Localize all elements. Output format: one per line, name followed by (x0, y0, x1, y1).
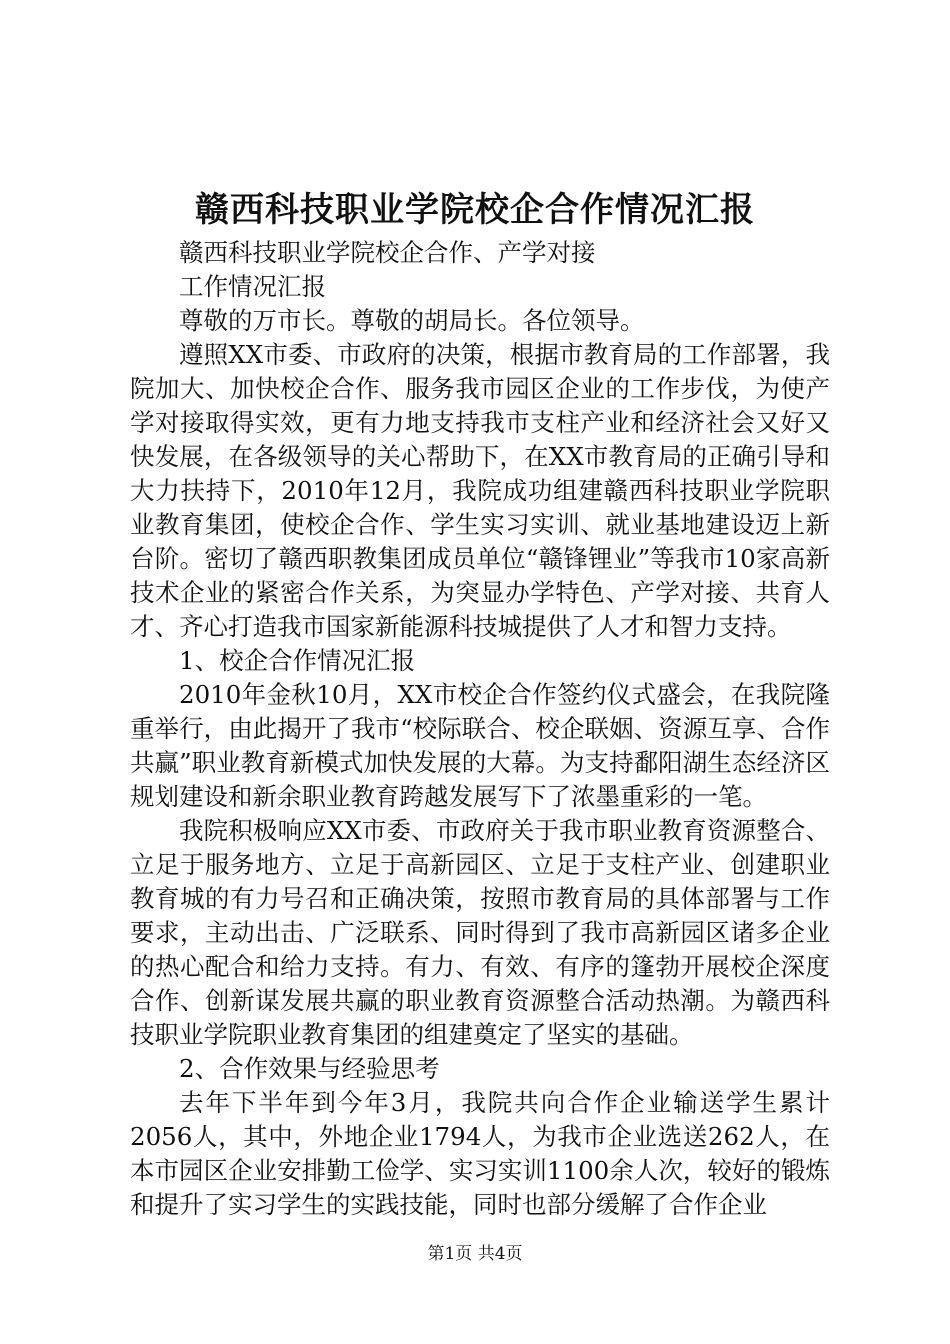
section-heading-2: 2、合作效果与经验思考 (179, 1054, 440, 1083)
salutation: 尊敬的万市长。尊敬的胡局长。各位领导。 (179, 306, 645, 335)
subtitle-line-2: 工作情况汇报 (179, 272, 326, 301)
paragraph-section-2a: 去年下半年到今年3月，我院共向合作企业输送学生累计2056人，其中，外地企业1794人，为我市企业选送262人，在本市园区企业安排勤工俭学、实习实训1100余人次，较好的锻炼和提升了实习学生的实践技能，同时也部分缓解了合作企业 (130, 1088, 830, 1219)
paragraph-section-1b: 我院积极响应XX市委、市政府关于我市职业教育资源整合、立足于服务地方、立足于高新园区、立足于支柱产业、创建职业教育城的有力号召和正确决策，按照市教育局的具体部署与工作要求，主动出击、广泛联系、同时得到了我市高新园区诸多企业的热心配合和给力支持。有力、有效、有序的篷勃开展校企深度合作、创新谋发展共赢的职业教育资源整合活动热潮。为赣西科技职业学院职业教育集团的组建奠定了坚实的基础。 (130, 816, 830, 1049)
section-heading-1: 1、校企合作情况汇报 (179, 646, 416, 675)
paragraph-section-1a: 2010年金秋10月，XX市校企合作签约仪式盛会，在我院隆重举行，由此揭开了我市“校际联合、校企联姻、资源互享、合作共赢”职业教育新模式加快发展的大幕。为支持鄱阳湖生态经济区规划建设和新余职业教育跨越发展写下了浓墨重彩的一笔。 (130, 680, 830, 811)
subtitle-line-1: 赣西科技职业学院校企合作、产学对接 (179, 238, 596, 267)
document-body (130, 236, 830, 1222)
document-title: 赣西科技职业学院校企合作情况汇报 (195, 190, 755, 230)
paragraph-intro: 遵照XX市委、市政府的决策，根据市教育局的工作部署，我院加大、加快校企合作、服务我市园区企业的工作步伐，为使产学对接取得实效，更有力地支持我市支柱产业和经济社会又好又快发展，在各级领导的关心帮助下，在XX市教育局的正确引导和大力扶持下，2010年12月，我院成功组建赣西科技职业学院职业教育集团，使校企合作、学生实习实训、就业基地建设迈上新台阶。密切了赣西职教集团成员单位“赣锋锂业”等我市10家高新技术企业的紧密合作关系，为突显办学特色、产学对接、共育人才、齐心打造我市国家新能源科技城提供了人才和智力支持。 (130, 340, 830, 641)
page-footer: 第1页 共4页 (427, 1244, 523, 1264)
